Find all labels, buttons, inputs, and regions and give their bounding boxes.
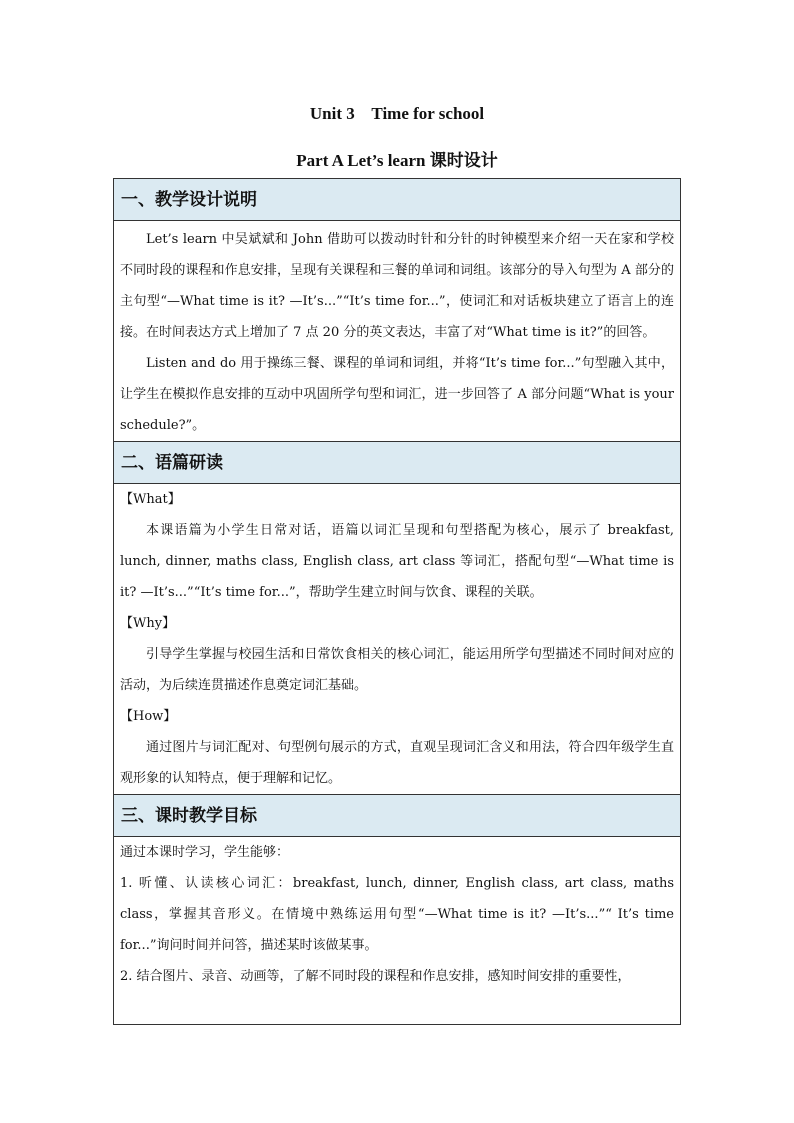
section-body-text-study [114,484,680,795]
section-body-design-notes [114,221,680,442]
lesson-title: Part A Let’s learn 课时设计 [296,151,498,170]
design-paragraph-1: Let’s learn 中吴斌斌和 John 借助可以拨动时针和分针的时钟模型来介绍一天在家和学校不同时段的课程和作息安排，呈现有关课程和三餐的单词和词组。该部分的导入句型为 A 部分的主句型“—What time is it? —It’s...”“It’s time for...”，使词汇和对话板块建立了语言上的连接。在时间表达方式上增加了 7 点 20 分的英文表达，丰富了对“What time is it?”的回答。 [120,232,674,340]
how-paragraph: 通过图片与词汇配对、句型例句展示的方式，直观呈现词汇含义和用法，符合四年级学生直观形象的认知特点，便于理解和记忆。 [120,740,674,786]
design-paragraph-2: Listen and do 用于操练三餐、课程的单词和词组，并将“It’s time for...”句型融入其中，让学生在模拟作息安排的互动中巩固所学句型和词汇，进一步回答了 A 部分问题“What is your schedule?”。 [120,356,674,433]
what-paragraph: 本课语篇为小学生日常对话，语篇以词汇呈现和句型搭配为核心，展示了 breakfast, lunch, dinner, maths class, English class, art class 等词汇，搭配句型“—What time is it? —It’s...”“It’s time for...”，帮助学生建立时间与饮食、课程的关联。 [120,523,674,600]
unit-title: Unit 3 Time for school [309,104,485,123]
section-heading-teaching-goals: 三、课时教学目标 [114,795,680,837]
what-tag: 【What】 [120,492,181,507]
goal-item-1: 1. 听懂、认读核心词汇：breakfast, lunch, dinner, English class, art class, maths class，掌握其音形义。在情境中熟练运用句型“—What time is it? —It’s...”“ It’s time for...”询问时间并问答，描述某时该做某事。 [120,876,674,953]
lesson-design-table [113,178,681,1025]
how-tag: 【How】 [120,709,177,724]
goal-item-2: 2. 结合图片、录音、动画等，了解不同时段的课程和作息安排，感知时间安排的重要性， [120,969,631,984]
goals-intro: 通过本课时学习，学生能够： [120,845,290,860]
section-heading-text-study: 二、语篇研读 [114,442,680,484]
why-paragraph: 引导学生掌握与校园生活和日常饮食相关的核心词汇，能运用所学句型描述不同时间对应的活动，为后续连贯描述作息奠定词汇基础。 [120,647,674,693]
why-tag: 【Why】 [120,616,176,631]
section-body-teaching-goals [114,837,680,992]
section-heading-design-notes: 一、教学设计说明 [114,179,680,221]
